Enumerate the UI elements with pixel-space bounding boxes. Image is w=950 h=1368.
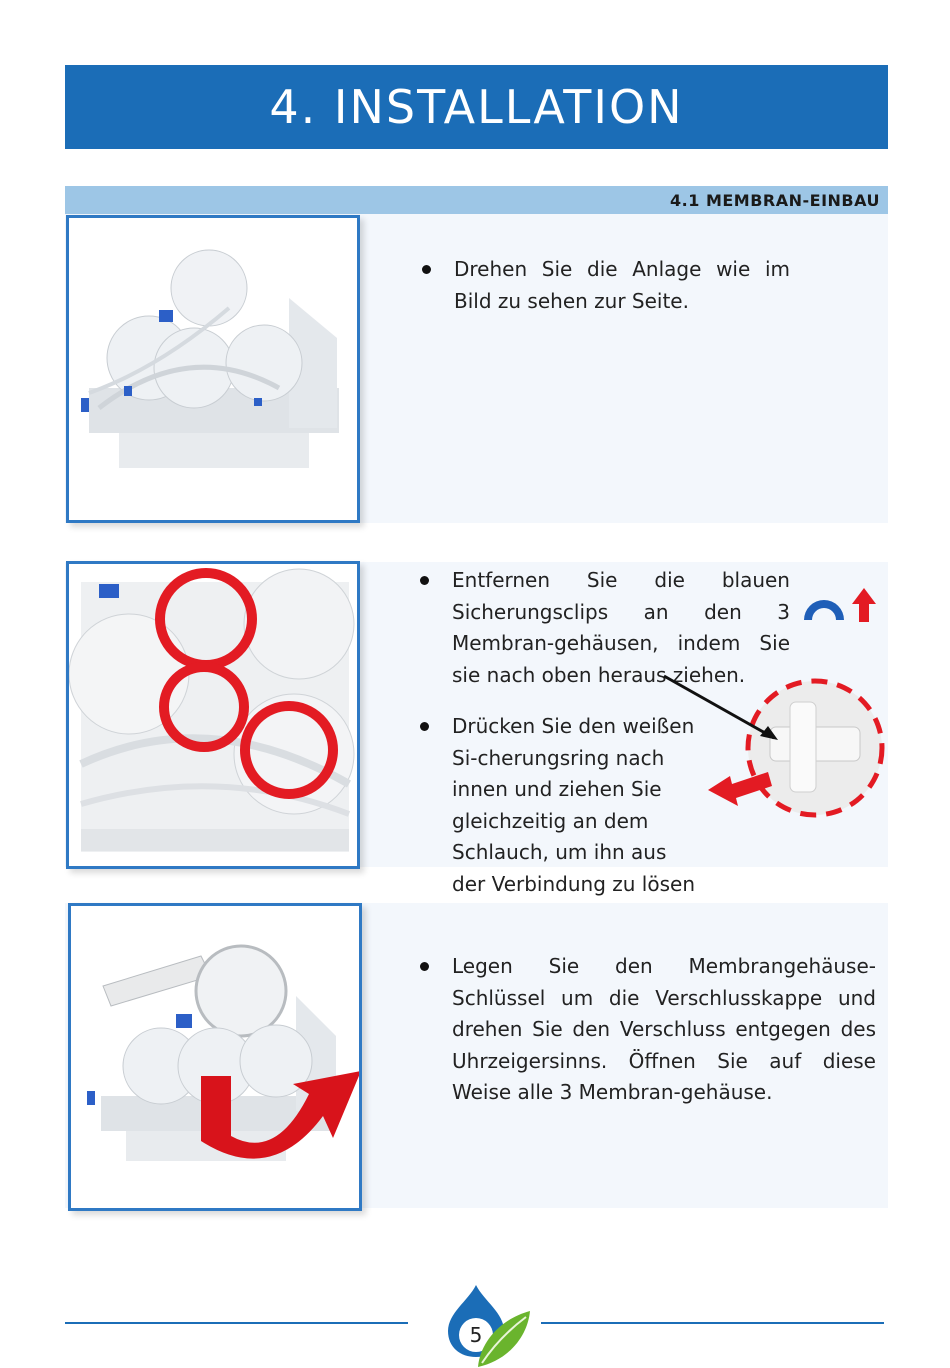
- membrane-clips-closeup-photo: [69, 564, 357, 866]
- connector-closeup-icon: [660, 672, 885, 822]
- section-title: 4.1 MEMBRAN-EINBAU: [65, 186, 888, 214]
- membrane-wrench-photo: [71, 906, 359, 1208]
- footer-line-right: [541, 1322, 884, 1324]
- ro-system-side-photo: [69, 218, 357, 520]
- page-number: 5: [469, 1323, 483, 1347]
- step-3-text: [420, 951, 876, 1109]
- step-2-bullet-2: Drücken Sie den weißen Si-cherungsring nach innen und ziehen Sie gleichzeitig an dem Schlauch, um ihn aus der Verbindung zu lösen: [420, 711, 700, 932]
- step-2-bullet-1: Entfernen Sie die blauen Sicherungsclips an den 3 Membran-gehäusen, indem Sie sie nach oben heraus ziehen.: [420, 565, 790, 691]
- step-2-photo: [66, 561, 360, 869]
- step-1-photo: [66, 215, 360, 523]
- step-2-text-b: [420, 711, 700, 932]
- step-1-text: [422, 254, 790, 317]
- step-1-bullet-1: Drehen Sie die Anlage wie im Bild zu sehen zur Seite.: [422, 254, 790, 317]
- footer-line-left: [65, 1322, 408, 1324]
- page-title: 4. INSTALLATION: [65, 65, 888, 149]
- step-3-bullet-1: Legen Sie den Membrangehäuse-Schlüssel um die Verschlusskappe und drehen Sie den Verschluss entgegen des Uhrzeigersinns. Öffnen Sie auf diese Weise alle 3 Membran-gehäuse.: [420, 951, 876, 1109]
- page-number-badge: [438, 1283, 534, 1368]
- step-3-photo: [68, 903, 362, 1211]
- blue-clip-icon: [800, 584, 880, 628]
